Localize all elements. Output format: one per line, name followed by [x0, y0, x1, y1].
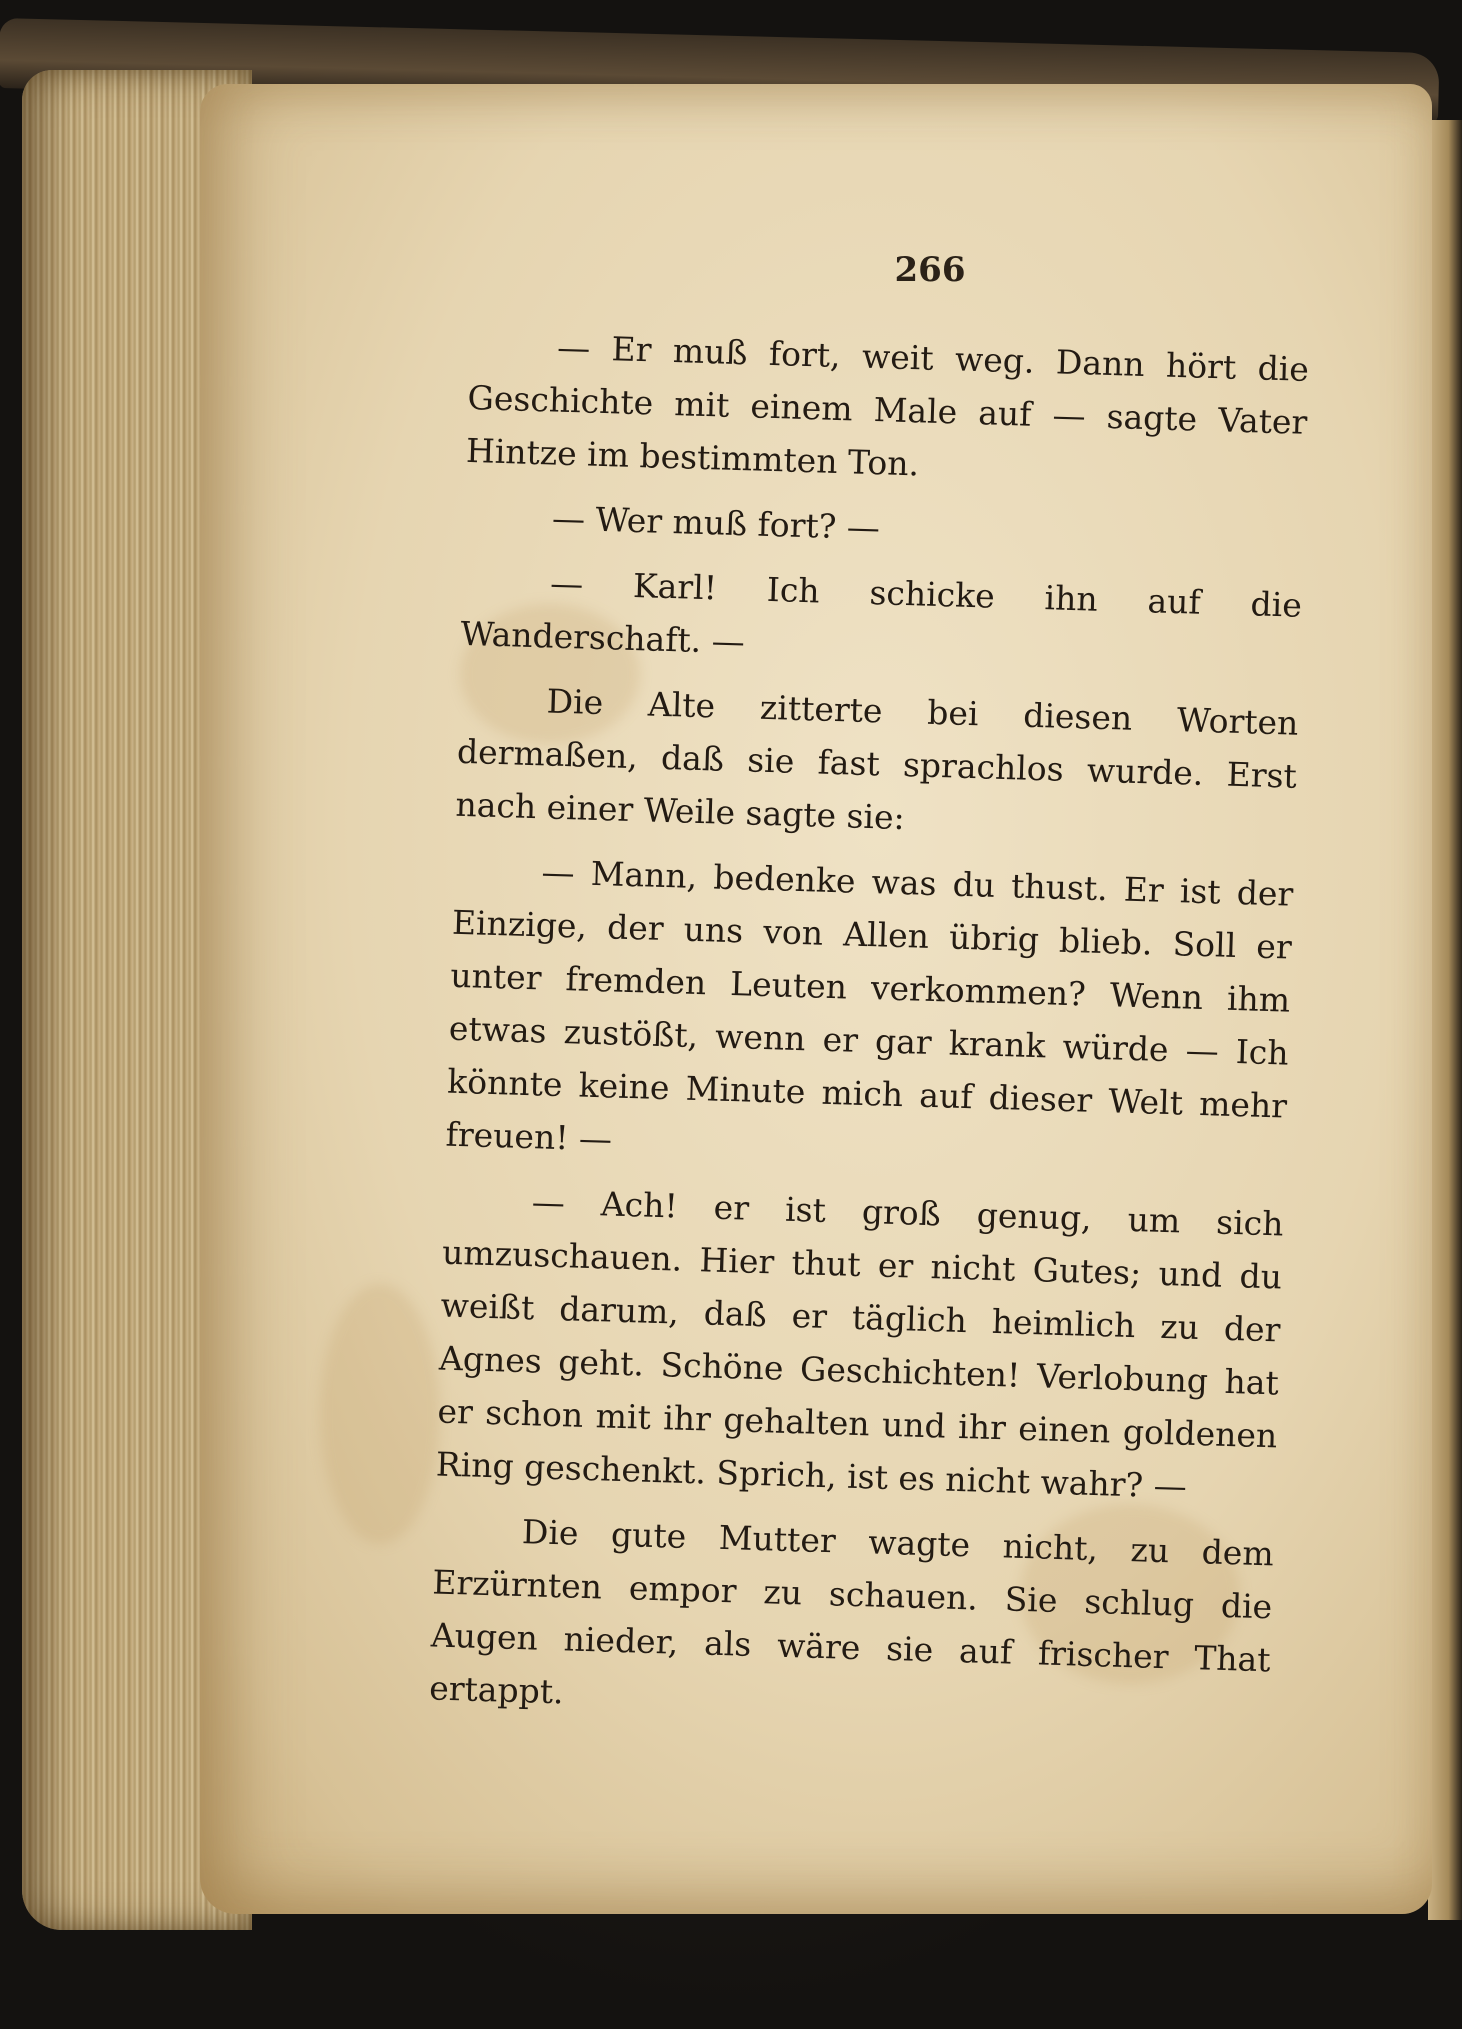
- paragraph: — Ach! er ist groß genug, um sich umzuschauen. Hier thut er nicht Gutes; und du weißt darum, daß er täglich heimlich zu der Agnes geht. Schöne Geschichten! Verlobung hat er schon mit ihr gehalten und ihr einen goldenen Ring geschenkt. Sprich, ist es nicht wahr? —: [435, 1182, 1285, 1506]
- paragraph: — Er muß fort, weit weg. Dann hört die Geschichte mit einem Male auf — sagte Vater Hintze im bestimmten Ton.: [465, 327, 1310, 484]
- page-number: 266: [894, 250, 966, 290]
- page-body-text: [428, 318, 1309, 1751]
- paragraph: — Karl! Ich schicke ihn auf die Wanderschaft. —: [460, 563, 1303, 662]
- facing-page-edge: [1428, 120, 1462, 1920]
- paragraph: Die Alte zitterte bei diesen Worten dermaßen, daß sie fast sprachlos wurde. Erst nach einer Weile sagte sie:: [454, 681, 1299, 838]
- paragraph: — Wer muß fort? —: [551, 498, 881, 548]
- paper-stain: [320, 1284, 440, 1544]
- paragraph: Die gute Mutter wagte nicht, zu dem Erzürnten empor zu schauen. Sie schlug die Augen nieder, als wäre sie auf frischer That ertappt.: [428, 1512, 1275, 1712]
- paragraph: — Mann, bedenke was du thust. Er ist der Einzige, der uns von Allen übrig blieb. Soll er unter fremden Leuten verkommen? Wenn ihm etwas zustößt, wenn er gar krank würde — Ich könnte keine Minute mich auf dieser Welt mehr freuen! —: [445, 852, 1294, 1159]
